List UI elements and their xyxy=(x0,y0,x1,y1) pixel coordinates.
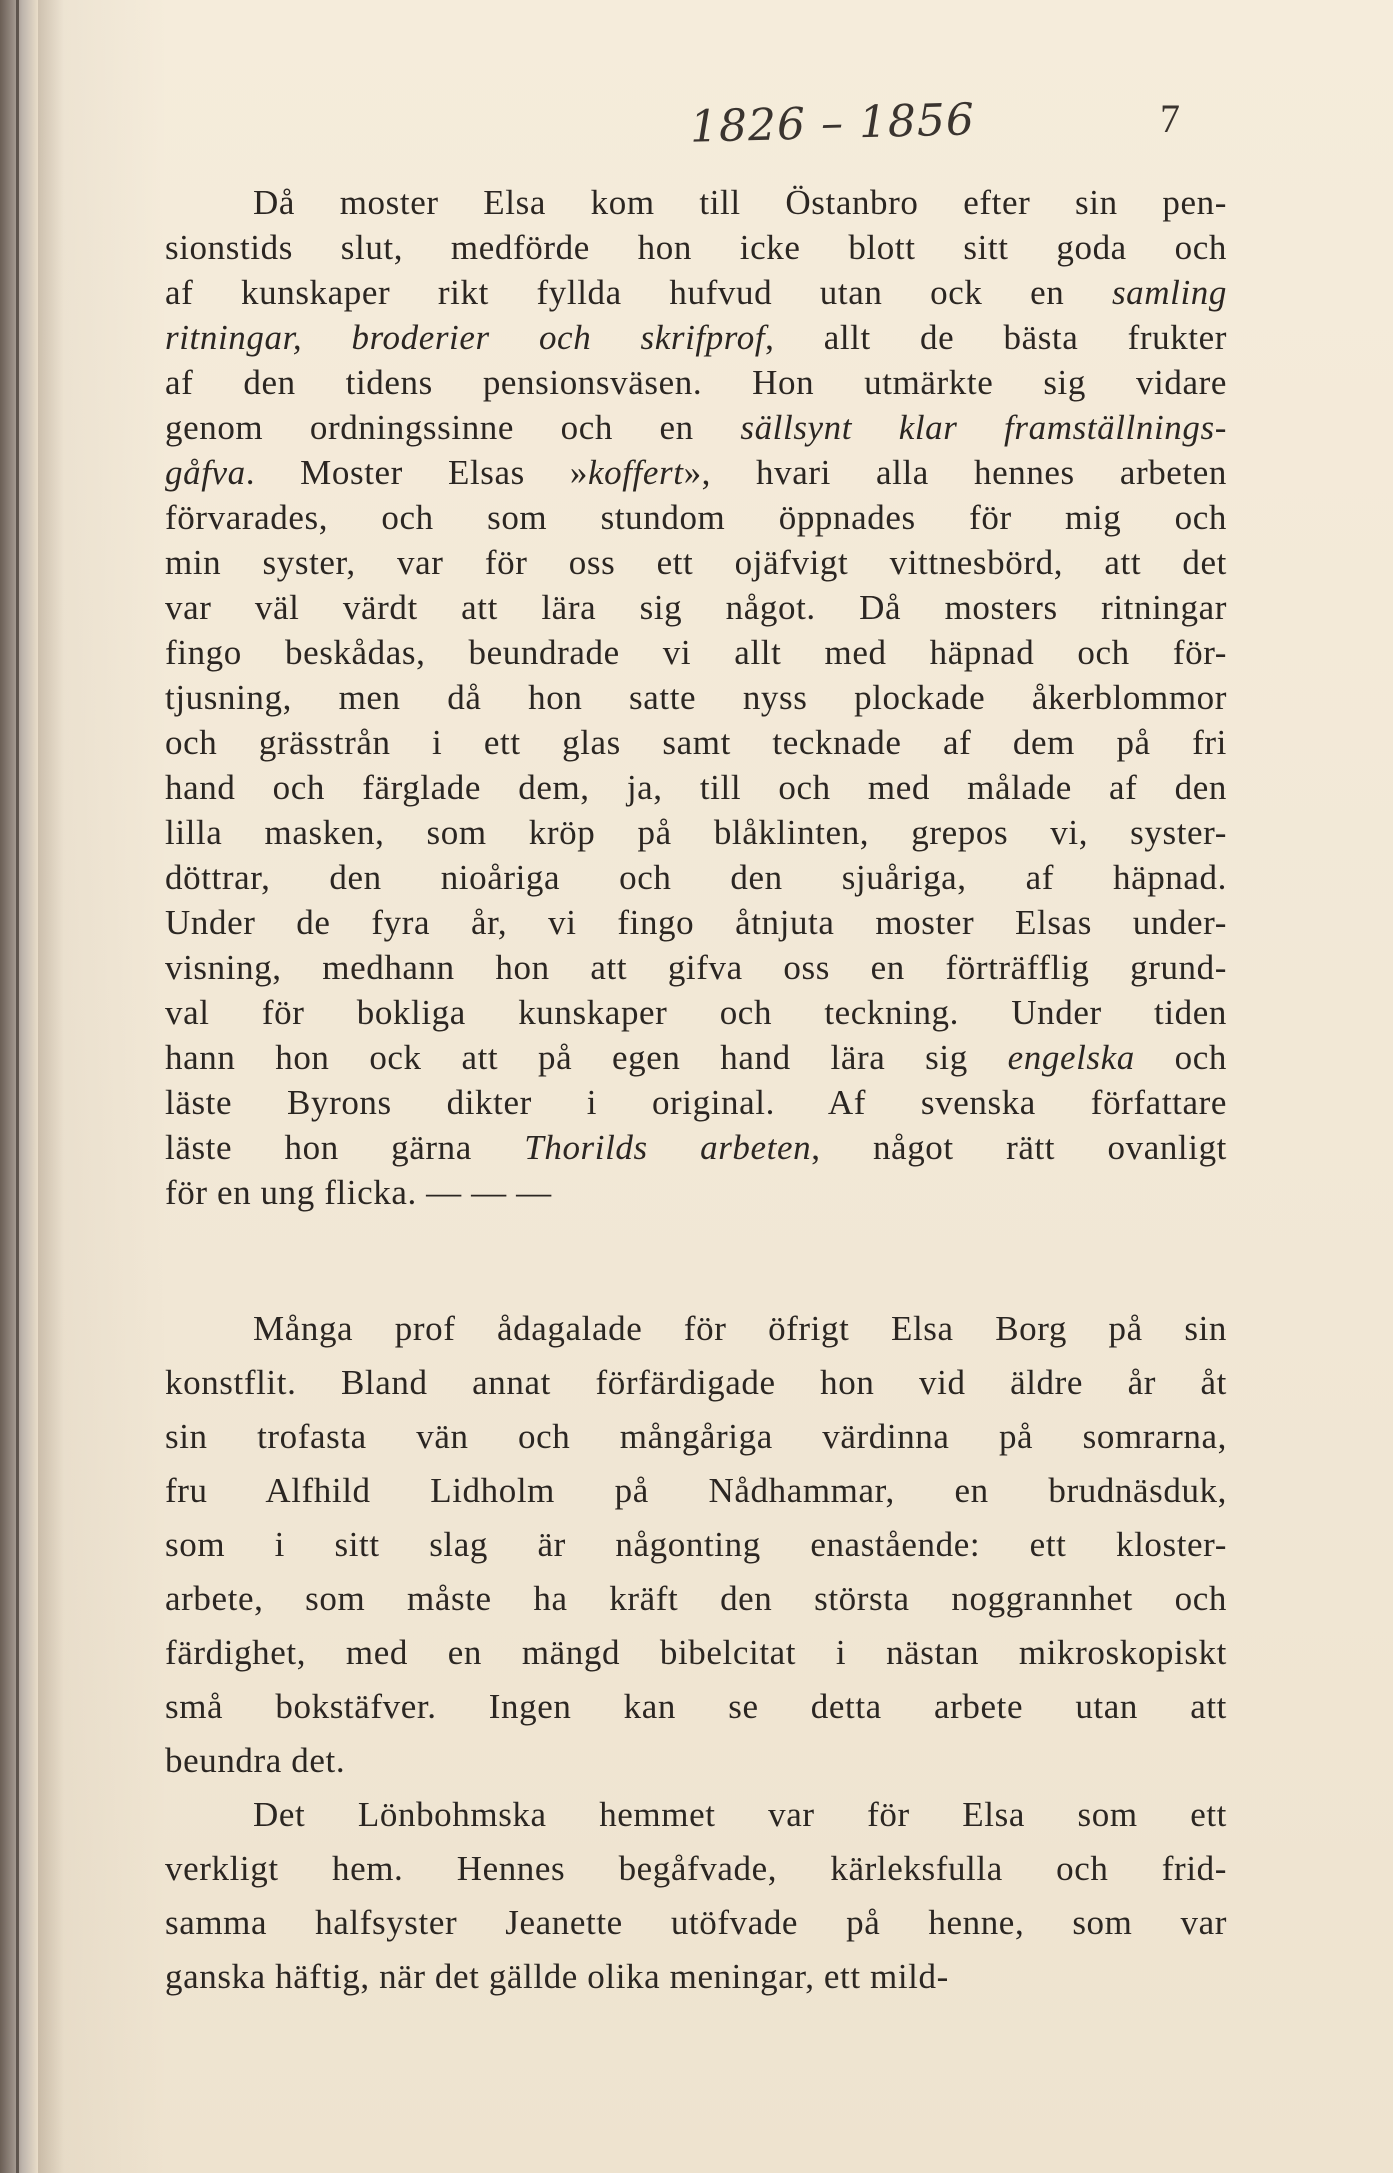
text-line xyxy=(165,1896,1227,1950)
text-line xyxy=(165,540,1227,585)
text-line xyxy=(165,495,1227,540)
text-run: fingo beskådas, beundrade vi allt med häpnad och för- xyxy=(165,633,1227,672)
text-line xyxy=(165,1950,1227,2004)
text-run: val för bokliga kunskaper och teckning. Under tiden xyxy=(165,993,1227,1032)
text-run: samma halfsyster Jeanette utöfvade på henne, som var xyxy=(165,1903,1227,1942)
text-run: min syster, var för oss ett ojäfvigt vittnesbörd, att det xyxy=(165,543,1227,582)
italic-text: engelska xyxy=(1007,1038,1135,1077)
text-run: sin trofasta vän och mångåriga värdinna på somrarna, xyxy=(165,1417,1227,1456)
text-run: visning, medhann hon att gifva oss en förträfflig grund- xyxy=(165,948,1227,987)
text-line xyxy=(165,1680,1227,1734)
text-line xyxy=(165,315,1227,360)
text-run: och grässtrån i ett glas samt tecknade af dem på fri xyxy=(165,723,1227,762)
text-line xyxy=(165,1464,1227,1518)
text-line xyxy=(165,450,1227,495)
text-run: läste Byrons dikter i original. Af svenska författare xyxy=(165,1083,1227,1122)
text-line xyxy=(165,360,1227,405)
text-line xyxy=(165,585,1227,630)
text-run: genom ordningssinne och en xyxy=(165,408,741,447)
text-line xyxy=(165,270,1227,315)
text-run: ganska häftig, när det gällde olika meningar, ett mild- xyxy=(165,1957,949,1996)
text-run: », hvari alla hennes arbeten xyxy=(683,453,1227,492)
book-binding-edge xyxy=(0,0,38,2173)
text-run: färdighet, med en mängd bibelcitat i nästan mikroskopiskt xyxy=(165,1633,1227,1672)
paragraph-konstflit xyxy=(165,1302,1227,2004)
text-line xyxy=(165,180,1227,225)
text-run: förvarades, och som stundom öppnades för mig och xyxy=(165,498,1227,537)
text-run xyxy=(490,318,539,357)
italic-text: koffert xyxy=(588,453,684,492)
text-line xyxy=(165,1080,1227,1125)
text-run: döttrar, den nioåriga och den sjuåriga, af häpnad. xyxy=(165,858,1227,897)
text-line xyxy=(165,1302,1227,1356)
text-line xyxy=(165,855,1227,900)
text-line xyxy=(165,1410,1227,1464)
text-line xyxy=(165,945,1227,990)
text-run: små bokstäfver. Ingen kan se detta arbete utan att xyxy=(165,1687,1227,1726)
text-run: och xyxy=(1134,1038,1227,1077)
paragraph-moster-elsa xyxy=(165,180,1227,1215)
text-line xyxy=(165,1572,1227,1626)
text-run: Under de fyra år, vi fingo åtnjuta moster Elsas under- xyxy=(165,903,1227,942)
text-run: tjusning, men då hon satte nyss plockade åkerblommor xyxy=(165,678,1227,717)
text-run: Det Lönbohmska hemmet var för Elsa som ett xyxy=(253,1795,1227,1834)
italic-text: samling xyxy=(1111,273,1227,312)
text-run: läste hon gärna xyxy=(165,1128,525,1167)
text-run: lilla masken, som kröp på blåklinten, grepos vi, syster- xyxy=(165,813,1227,852)
text-run: var väl värdt att lära sig något. Då mosters ritningar xyxy=(165,588,1227,627)
text-line xyxy=(165,1788,1227,1842)
text-line xyxy=(165,1170,1227,1215)
text-run: för en ung flicka. — — — xyxy=(165,1173,552,1212)
text-run: . Moster Elsas » xyxy=(245,453,588,492)
handwritten-date-range: 1826 – 1856 xyxy=(689,94,976,153)
text-run: af kunskaper rikt fyllda hufvud utan ock en xyxy=(165,273,1112,312)
italic-text: ritningar, broderier xyxy=(165,318,490,357)
text-line xyxy=(165,1842,1227,1896)
text-line xyxy=(165,900,1227,945)
text-line xyxy=(165,675,1227,720)
text-line xyxy=(165,765,1227,810)
text-line xyxy=(165,1356,1227,1410)
text-run: Då moster Elsa kom till Östanbro efter sin pen- xyxy=(253,183,1227,222)
text-line xyxy=(165,630,1227,675)
text-run: verkligt hem. Hennes begåfvade, kärleksfulla och frid- xyxy=(165,1849,1227,1888)
italic-text: gåfva xyxy=(165,453,246,492)
text-run: beundra det. xyxy=(165,1741,346,1780)
text-line xyxy=(165,1518,1227,1572)
text-run: arbete, som måste ha kräft den största noggrannhet och xyxy=(165,1579,1227,1618)
text-run: hann hon ock att på egen hand lära sig xyxy=(165,1038,1008,1077)
text-run: konstflit. Bland annat förfärdigade hon vid äldre år åt xyxy=(165,1363,1227,1402)
italic-text: sällsynt klar framställnings- xyxy=(740,408,1227,447)
text-line xyxy=(165,225,1227,270)
binding-line xyxy=(16,0,19,2173)
text-line xyxy=(165,405,1227,450)
text-run: som i sitt slag är någonting enastående: ett kloster- xyxy=(165,1525,1227,1564)
text-line xyxy=(165,1734,1227,1788)
text-line xyxy=(165,1626,1227,1680)
text-run: , allt de bästa frukter xyxy=(765,318,1227,357)
text-line xyxy=(165,810,1227,855)
text-line xyxy=(165,1125,1227,1170)
italic-text: Thorilds arbeten xyxy=(524,1128,812,1167)
text-line xyxy=(165,990,1227,1035)
text-run: hand och färglade dem, ja, till och med målade af den xyxy=(165,768,1227,807)
gutter-shadow xyxy=(38,0,64,2173)
text-run: fru Alfhild Lidholm på Nådhammar, en brudnäsduk, xyxy=(165,1471,1227,1510)
page-number: 7 xyxy=(1160,96,1180,141)
text-run: sionstids slut, medförde hon icke blott sitt goda och xyxy=(165,228,1227,267)
text-run: af den tidens pensionsväsen. Hon utmärkte sig vidare xyxy=(165,363,1227,402)
text-line xyxy=(165,720,1227,765)
text-run: Många prof ådagalade för öfrigt Elsa Borg på sin xyxy=(253,1309,1227,1348)
text-run: , något rätt ovanligt xyxy=(811,1128,1227,1167)
italic-text: och skrifprof xyxy=(538,318,766,357)
text-line xyxy=(165,1035,1227,1080)
